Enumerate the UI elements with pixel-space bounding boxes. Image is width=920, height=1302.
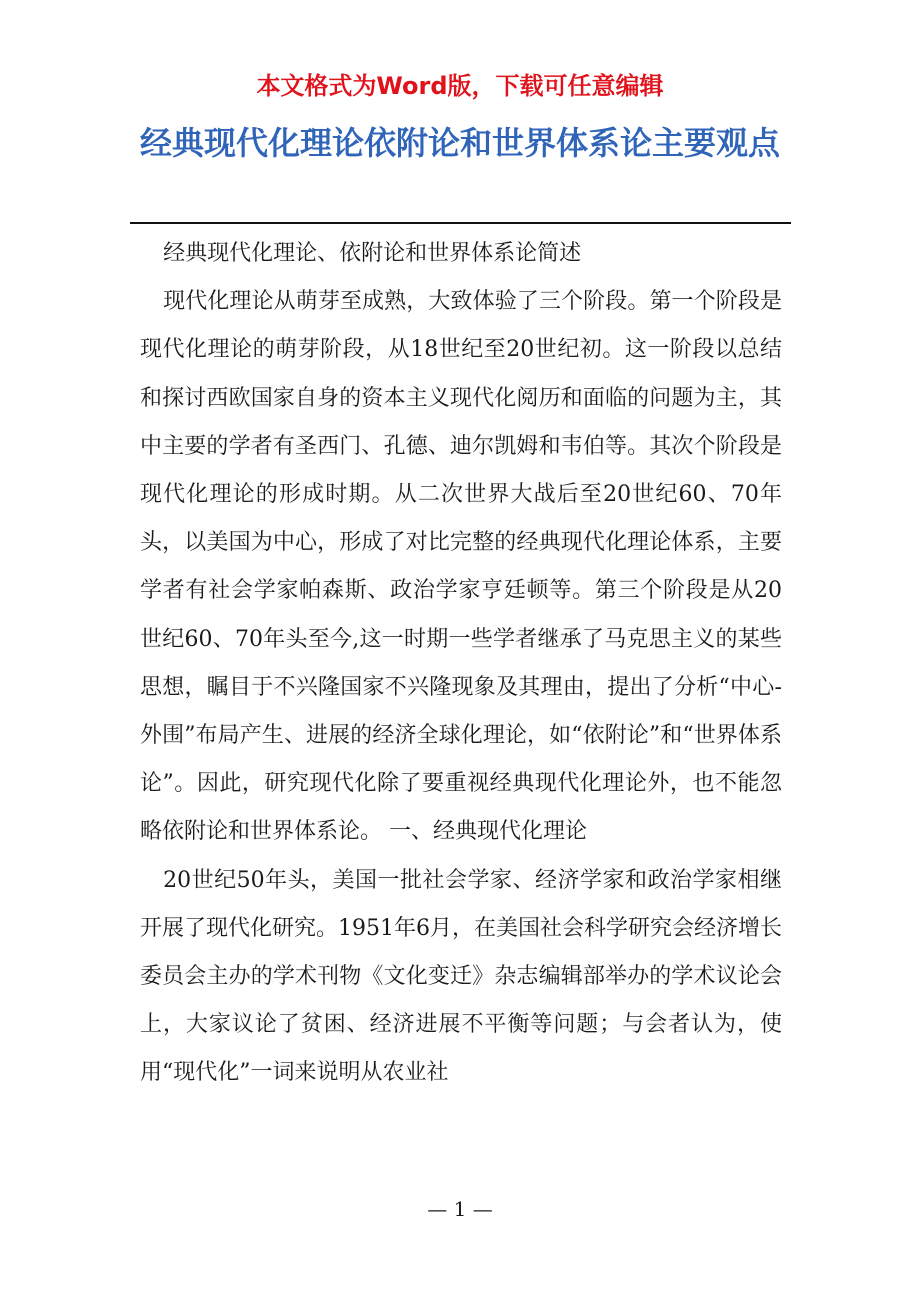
document-title: 经典现代化理论依附论和世界体系论主要观点 <box>139 124 780 162</box>
title-divider <box>130 222 791 224</box>
paragraph-stages: 现代化理论从萌芽至成熟，大致体验了三个阶段。第一个阶段是现代化理论的萌芽阶段，从18世纪至20世纪初。这一阶段以总结和探讨西欧国家自身的资本主义现代化阅历和面临的问题为主，其中主要的学者有圣西门、孔德、迪尔凯姆和韦伯等。其次个阶段是现代化理论的形成时期。从二次世界大战后至20世纪60、70年头，以美国为中心，形成了对比完整的经典现代化理论体系，主要学者有社会学家帕森斯、政治学家亨廷顿等。第三个阶段是从20世纪60、70年头至今,这一时期一些学者继承了马克思主义的某些思想，瞩目于不兴隆国家不兴隆现象及其理由，提出了分析“中心-外围”布局产生、进展的经济全球化理论，如“依附论”和“世界体系论”。因此，研究现代化除了要重视经典现代化理论外，也不能忽略依附论和世界体系论。 一、经典现代化理论 <box>140 289 782 845</box>
paragraph-classic-theory: 20世纪50年头，美国一批社会学家、经济学家和政治学家相继开展了现代化研究。1951年6月，在美国社会科学研究会经济增长委员会主办的学术刊物《文化变迁》杂志编辑部举办的学术议论会上，大家议论了贫困、经济进展不平衡等问题；与会者认为，使用“现代化”一词来说明从农业社 <box>140 867 782 1086</box>
page-number: — 1 — <box>427 1197 493 1221</box>
download-notice: 本文格式为Word版，下载可任意编辑 <box>256 72 664 100</box>
document-body <box>140 230 782 1098</box>
paragraph-intro: 经典现代化理论、依附论和世界体系论简述 <box>163 241 582 266</box>
